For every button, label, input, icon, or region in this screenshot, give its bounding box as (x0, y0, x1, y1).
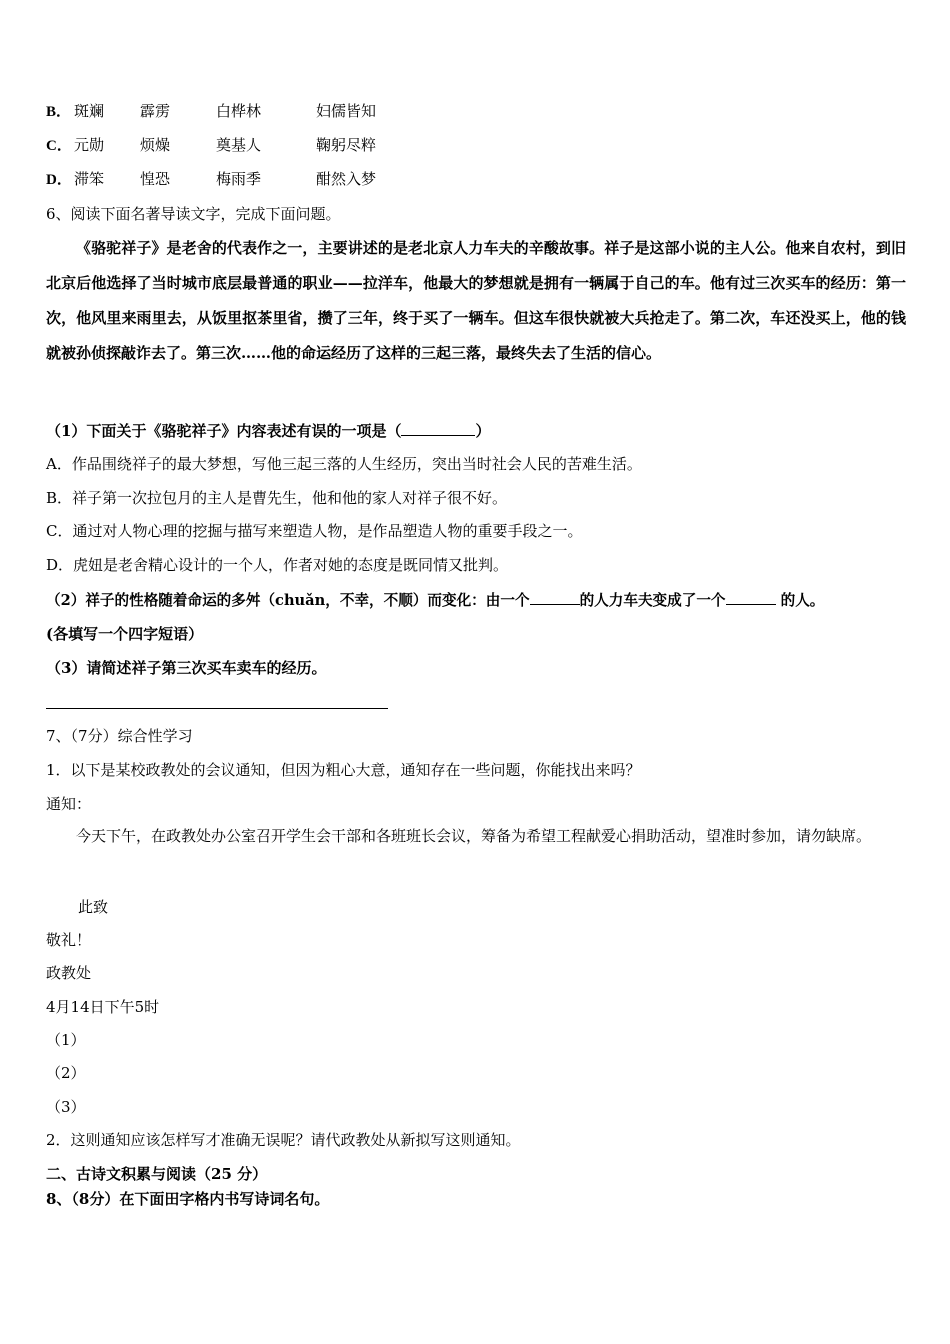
option-word: 鞠躬尽粹 (316, 136, 377, 154)
q5-option-b (46, 101, 376, 122)
q8-title: 8、（8分）在下面田字格内书写诗词名句。 (46, 1190, 330, 1208)
q7-answer-1: （1） (46, 1031, 86, 1049)
notice-body: 今天下午，在政教处办公室召开学生会干部和各班班长会议，筹备为希望工程献爱心捐助活动，望准时参加，请勿缺席。 (76, 827, 872, 845)
option-word: 白桦林 (216, 102, 262, 120)
option-word: 霹雳 (140, 102, 171, 120)
q6-sub1-option-a: A．作品围绕祥子的最大梦想，写他三起三落的人生经历，突出当时社会人民的苦难生活。 (46, 455, 642, 473)
q5-option-c (46, 135, 376, 156)
q6-sub1-option-d: D．虎妞是老舍精心设计的一个人，作者对她的态度是既同情又批判。 (46, 556, 509, 574)
option-word: 烦燥 (140, 136, 171, 154)
q6-sub3-answer-line[interactable] (46, 708, 388, 709)
q6-sub2 (46, 590, 824, 611)
q6-sub1-blank[interactable] (401, 420, 475, 436)
notice-label: 通知： (46, 795, 92, 813)
notice-signer: 政教处 (46, 964, 92, 982)
q6-sub1-option-c: C．通过对人物心理的挖掘与描写来塑造人物，是作品塑造人物的重要手段之一。 (46, 522, 583, 540)
q7-answer-2: （2） (46, 1064, 86, 1082)
option-word: 惶恐 (140, 170, 171, 188)
option-letter: B． (46, 104, 72, 120)
option-word: 梅雨季 (216, 170, 262, 188)
option-word: 奠基人 (216, 136, 262, 154)
q6-sub2-text-b: 的人力车夫变成了一个 (579, 592, 726, 609)
option-word: 妇儒皆知 (316, 102, 377, 120)
option-word: 斑斓 (74, 102, 105, 120)
option-word: 滞笨 (74, 170, 105, 188)
q6-sub1-option-b: B．祥子第一次拉包月的主人是曹先生，他和他的家人对祥子很不好。 (46, 489, 508, 507)
q6-passage: 《骆驼祥子》是老舍的代表作之一，主要讲述的是老北京人力车夫的辛酸故事。祥子是这部小说的主人公。他来自农村，到旧北京后他选择了当时城市底层最普通的职业——拉洋车，他最大的梦想就是拥有一辆属于自己的车。他有过三次买车的经历：第一次，他风里来雨里去，从饭里抠茶里省，攒了三年，终于买了一辆车。但这车很快就被大兵抢走了。第二次，车还没买上，他的钱就被孙侦探敲诈去了。第三次……他的命运经历了这样的三起三落，最终失去了生活的信心。 (46, 239, 906, 362)
q7-item1: 1．以下是某校政教处的会议通知，但因为粗心大意，通知存在一些问题，你能找出来吗？ (46, 761, 641, 779)
option-letter: D． (46, 172, 72, 188)
q7-item2: 2．这则通知应该怎样写才准确无误呢？请代政教处从新拟写这则通知。 (46, 1131, 521, 1149)
q6-sub2-blank-2[interactable] (726, 590, 776, 605)
q6-sub1-prefix: （1）下面关于《骆驼祥子》内容表述有误的一项是（ (46, 422, 402, 440)
q6-title: 6、阅读下面名著导读文字，完成下面问题。 (46, 205, 341, 223)
q6-sub2-note: (各填写一个四字短语） (46, 625, 204, 643)
notice-jingli: 敬礼！ (46, 931, 92, 949)
q6-sub1-suffix: ） (475, 422, 491, 440)
q7-title: 7、（7分）综合性学习 (46, 727, 193, 745)
q6-sub3: （3）请简述祥子第三次买车卖车的经历。 (46, 659, 327, 677)
notice-cizhi: 此致 (78, 898, 109, 916)
notice-date: 4月14日下午5时 (46, 998, 160, 1016)
section2-title: 二、古诗文积累与阅读（25 分） (46, 1165, 268, 1183)
q5-option-d (46, 169, 376, 190)
q6-sub2-blank-1[interactable] (530, 590, 580, 605)
option-letter: C． (46, 138, 72, 154)
option-word: 元勋 (74, 136, 105, 154)
q6-sub2-text-c: 的人。 (775, 592, 825, 609)
q6-sub1 (46, 420, 490, 441)
q6-sub2-text-a: （2）祥子的性格随着命运的多舛（chuǎn，不幸，不顺）而变化：由一个 (46, 592, 530, 609)
q7-answer-3: （3） (46, 1098, 86, 1116)
option-word: 酣然入梦 (316, 170, 377, 188)
